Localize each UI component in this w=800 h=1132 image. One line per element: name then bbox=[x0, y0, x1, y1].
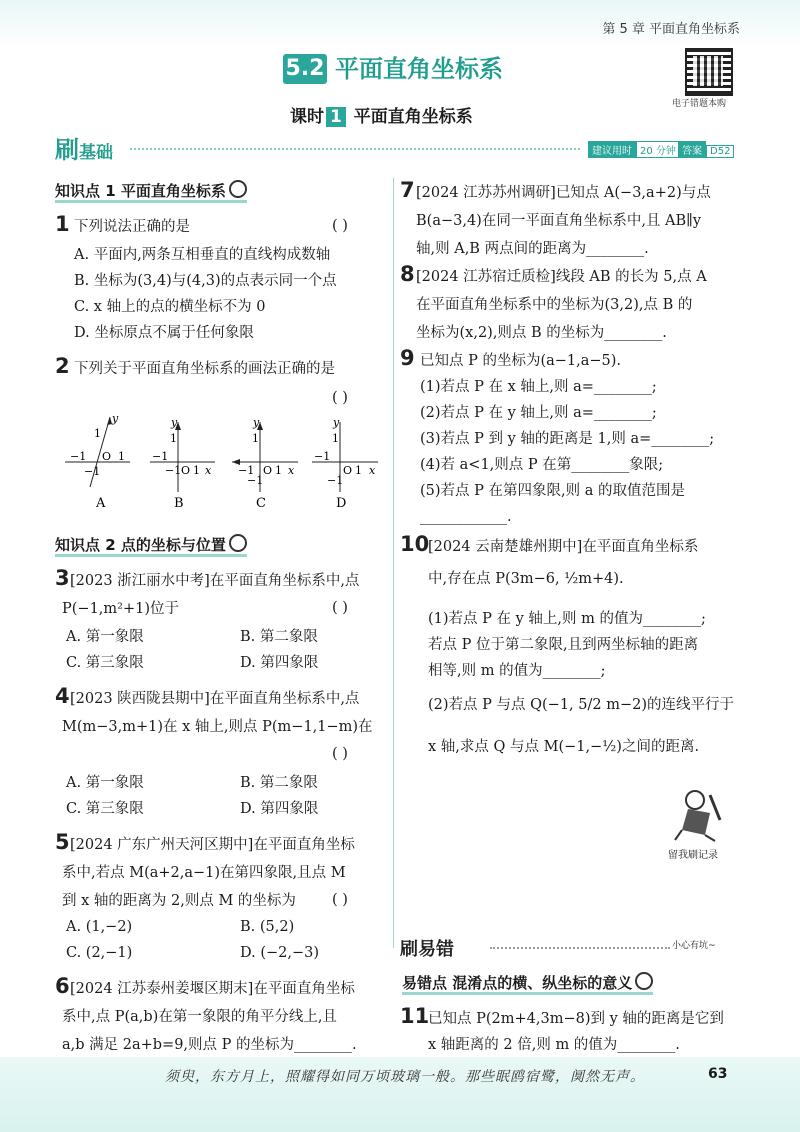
basic-label: 基础 bbox=[79, 143, 113, 163]
section-number: 5.2 bbox=[283, 54, 327, 84]
section-title: 平面直角坐标系 bbox=[335, 55, 503, 83]
yicuo-banner bbox=[400, 935, 454, 961]
yicuo-tag: 小心有坑~ bbox=[672, 941, 716, 951]
a-tick-ny: −1 bbox=[84, 465, 101, 478]
a-tick-pos: 1 bbox=[118, 450, 125, 463]
answer-value: D52 bbox=[706, 145, 734, 158]
answer-label: 答案 bbox=[678, 141, 706, 158]
b-yname: y bbox=[171, 416, 178, 429]
q10-line7: x 轴,求点 Q 与点 M(−1,−½)之间的距离. bbox=[428, 739, 700, 755]
d-tick-pos: 1 bbox=[355, 464, 362, 477]
q6-line2: 系中,点 P(a,b)在第一象限的角平分线上,且 bbox=[62, 1009, 337, 1025]
b-tick-ny: −1 bbox=[165, 464, 182, 477]
d-xname: x bbox=[369, 464, 376, 477]
q5-option-d: D. (−2,−3) bbox=[240, 945, 319, 961]
q2-diagrams bbox=[60, 412, 390, 522]
q1-option-a: A. 平面内,两条互相垂直的直线构成数轴 bbox=[74, 247, 331, 263]
yicuo-title: 刷易错 bbox=[400, 939, 454, 960]
q5-line3: 到 x 轴的距离为 2,则点 M 的坐标为 bbox=[62, 893, 296, 909]
d-tick-neg: −1 bbox=[314, 450, 331, 463]
q8-line3: 坐标为(x,2),则点 B 的坐标为________. bbox=[416, 325, 667, 341]
c-tick-pos: 1 bbox=[275, 464, 282, 477]
q2-answer-paren[interactable]: ( ) bbox=[332, 390, 348, 406]
c-yname: y bbox=[253, 416, 260, 429]
q5-line1: [2024 广东广州天河区期中]在平面直角坐标 bbox=[70, 837, 355, 853]
q4-answer-paren[interactable]: ( ) bbox=[332, 746, 348, 762]
q9-sub3: (3)若点 P 到 y 轴的距离是 1,则 a=________; bbox=[420, 431, 715, 447]
q1-answer-paren[interactable]: ( ) bbox=[332, 218, 348, 234]
q3-option-a: A. 第一象限 bbox=[66, 629, 144, 645]
q9-line1: 已知点 P 的坐标为(a−1,a−5). bbox=[420, 353, 622, 369]
lesson-title bbox=[290, 102, 473, 127]
a-tick-neg: −1 bbox=[70, 450, 87, 463]
q1-option-b: B. 坐标为(3,4)与(4,3)的点表示同一个点 bbox=[74, 273, 337, 289]
q9-sub1: (1)若点 P 在 x 轴上,则 a=________; bbox=[420, 379, 657, 395]
q11-line1: 已知点 P(2m+4,3m−8)到 y 轴的距离是它到 bbox=[428, 1011, 724, 1027]
q7-number: 7 bbox=[400, 178, 415, 202]
q3-option-d: D. 第四象限 bbox=[240, 655, 319, 671]
a-origin: O bbox=[102, 450, 112, 463]
yicuo-divider bbox=[490, 947, 670, 949]
q3-option-c: C. 第三象限 bbox=[66, 655, 144, 671]
q10-line4: 若点 P 位于第二象限,且到两坐标轴的距离 bbox=[428, 637, 699, 653]
answer-ref bbox=[678, 141, 734, 158]
q1-number: 1 bbox=[55, 212, 70, 236]
time-label: 建议用时 bbox=[588, 141, 636, 158]
q4-option-a: A. 第一象限 bbox=[66, 775, 144, 791]
q2-stem: 下列关于平面直角坐标系的画法正确的是 bbox=[74, 361, 335, 377]
d-yname: y bbox=[333, 416, 340, 429]
c-origin: O bbox=[263, 464, 273, 477]
q6-line1: [2024 江苏泰州姜堰区期末]在平面直角坐标 bbox=[70, 981, 355, 997]
q3-option-b: B. 第二象限 bbox=[240, 629, 318, 645]
diagram-b bbox=[150, 416, 215, 511]
basic-banner bbox=[55, 130, 113, 165]
q4-option-c: C. 第三象限 bbox=[66, 801, 144, 817]
q9-sub5: (5)若点 P 在第四象限,则 a 的取值范围是 bbox=[420, 483, 685, 499]
target-icon bbox=[635, 972, 653, 990]
q7-line3: 轴,则 A,B 两点间的距离为________. bbox=[416, 241, 649, 257]
q11-number: 11 bbox=[400, 1004, 430, 1028]
knowledge-point-2: 知识点 2 点的坐标与位置 bbox=[55, 534, 247, 555]
q9-sub4: (4)若 a<1,则点 P 在第________象限; bbox=[420, 457, 664, 473]
lesson-number: 1 bbox=[326, 107, 346, 127]
diagram-d bbox=[312, 416, 378, 511]
footer-motto: 须臾，东方月上，照耀得如同万顷玻璃一般。那些眠鸥宿鹭，阒然无声。 bbox=[165, 1069, 645, 1085]
q1-option-c: C. x 轴上的点的横坐标不为 0 bbox=[74, 299, 266, 315]
d-tick-y: 1 bbox=[332, 432, 339, 445]
suggested-time bbox=[588, 141, 680, 158]
q4-option-b: B. 第二象限 bbox=[240, 775, 318, 791]
q1-stem: 下列说法正确的是 bbox=[74, 219, 190, 235]
q1-option-d: D. 坐标原点不属于任何象限 bbox=[74, 325, 254, 341]
q9-number: 9 bbox=[400, 346, 415, 370]
page-number: 63 bbox=[708, 1066, 728, 1082]
brush-label: 刷 bbox=[55, 136, 79, 164]
q3-line2: P(−1,m²+1)位于 bbox=[62, 601, 179, 617]
q10-line1: [2024 云南楚雄州期中]在平面直角坐标系 bbox=[428, 539, 699, 555]
q8-line1: [2024 江苏宿迁质检]线段 AB 的长为 5,点 A bbox=[416, 269, 707, 285]
q3-line1: [2023 浙江丽水中考]在平面直角坐标系中,点 bbox=[70, 573, 360, 589]
q5-option-a: A. (1,−2) bbox=[66, 919, 133, 935]
a-yname: y bbox=[112, 412, 119, 425]
diagram-b-label: B bbox=[174, 496, 184, 511]
q10-line6: (2)若点 P 与点 Q(−1, 5/2 m−2)的连线平行于 bbox=[428, 697, 734, 713]
q10-line5: 相等,则 m 的值为________; bbox=[428, 663, 606, 679]
memo-caption: 留我刷记录 bbox=[668, 850, 718, 861]
target-icon bbox=[229, 534, 247, 552]
q3-answer-paren[interactable]: ( ) bbox=[332, 600, 348, 616]
q5-option-b: B. (5,2) bbox=[240, 919, 295, 935]
banner-divider bbox=[130, 148, 580, 150]
q3-number: 3 bbox=[55, 566, 70, 590]
d-origin: O bbox=[343, 464, 353, 477]
q10-line2: 中,存在点 P(3m−6, ½m+4). bbox=[428, 571, 624, 587]
q6-number: 6 bbox=[55, 974, 70, 998]
memo-doodle-icon bbox=[660, 775, 750, 855]
diagram-a bbox=[65, 412, 130, 511]
q9-sub2: (2)若点 P 在 y 轴上,则 a=________; bbox=[420, 405, 657, 421]
b-tick-y: 1 bbox=[170, 432, 177, 445]
q7-line1: [2024 江苏苏州调研]已知点 A(−3,a+2)与点 bbox=[416, 185, 711, 201]
q10-number: 10 bbox=[400, 532, 430, 556]
q5-answer-paren[interactable]: ( ) bbox=[332, 892, 348, 908]
a-tick-y: 1 bbox=[94, 427, 101, 440]
c-xname: x bbox=[288, 464, 295, 477]
column-divider bbox=[393, 178, 394, 948]
knowledge-point-1: 知识点 1 平面直角坐标系 bbox=[55, 180, 247, 201]
b-tick-neg: −1 bbox=[152, 450, 169, 463]
yicuo-point: 易错点 混淆点的横、纵坐标的意义 bbox=[402, 972, 653, 993]
q7-line2: B(a−3,4)在同一平面直角坐标系中,且 AB∥y bbox=[416, 213, 702, 229]
q10-line3: (1)若点 P 在 y 轴上,则 m 的值为________; bbox=[428, 611, 706, 627]
qr-caption: 电子错题本购 bbox=[672, 99, 727, 109]
diagram-d-label: D bbox=[336, 496, 347, 511]
d-tick-ny: −1 bbox=[327, 474, 344, 487]
c-tick-y: 1 bbox=[252, 432, 259, 445]
q4-number: 4 bbox=[55, 684, 70, 708]
c-tick-neg: −1 bbox=[238, 464, 255, 477]
q5-line2: 系中,若点 M(a+2,a−1)在第四象限,且点 M bbox=[62, 865, 346, 881]
q11-line2: x 轴距离的 2 倍,则 m 的值为________. bbox=[428, 1037, 680, 1053]
c-tick-ny: −1 bbox=[247, 474, 264, 487]
q2-number: 2 bbox=[55, 354, 70, 378]
time-value: 20 分钟 bbox=[636, 141, 680, 158]
q6-line3: a,b 满足 2a+b=9,则点 P 的坐标为________. bbox=[62, 1037, 357, 1053]
q8-number: 8 bbox=[400, 262, 415, 286]
qr-code-icon[interactable] bbox=[685, 48, 733, 96]
q4-option-d: D. 第四象限 bbox=[240, 801, 319, 817]
diagram-c bbox=[232, 416, 298, 511]
q5-option-c: C. (2,−1) bbox=[66, 945, 133, 961]
q8-line2: 在平面直角坐标系中的坐标为(3,2),点 B 的 bbox=[416, 297, 693, 313]
b-origin: O bbox=[181, 464, 191, 477]
diagram-c-label: C bbox=[256, 496, 266, 511]
chapter-title: 第 5 章 平面直角坐标系 bbox=[602, 22, 740, 37]
q9-sub5-blank: ____________. bbox=[420, 509, 512, 525]
target-icon bbox=[229, 180, 247, 198]
q4-line1: [2023 陕西陇县期中]在平面直角坐标系中,点 bbox=[70, 691, 360, 707]
lesson-prefix: 课时 bbox=[290, 107, 324, 127]
diagram-a-label: A bbox=[96, 496, 106, 511]
b-xname: x bbox=[205, 464, 212, 477]
q4-line2: M(m−3,m+1)在 x 轴上,则点 P(m−1,1−m)在 bbox=[62, 719, 373, 735]
b-tick-pos: 1 bbox=[193, 464, 200, 477]
q5-number: 5 bbox=[55, 830, 70, 854]
lesson-name: 平面直角坐标系 bbox=[353, 107, 473, 127]
